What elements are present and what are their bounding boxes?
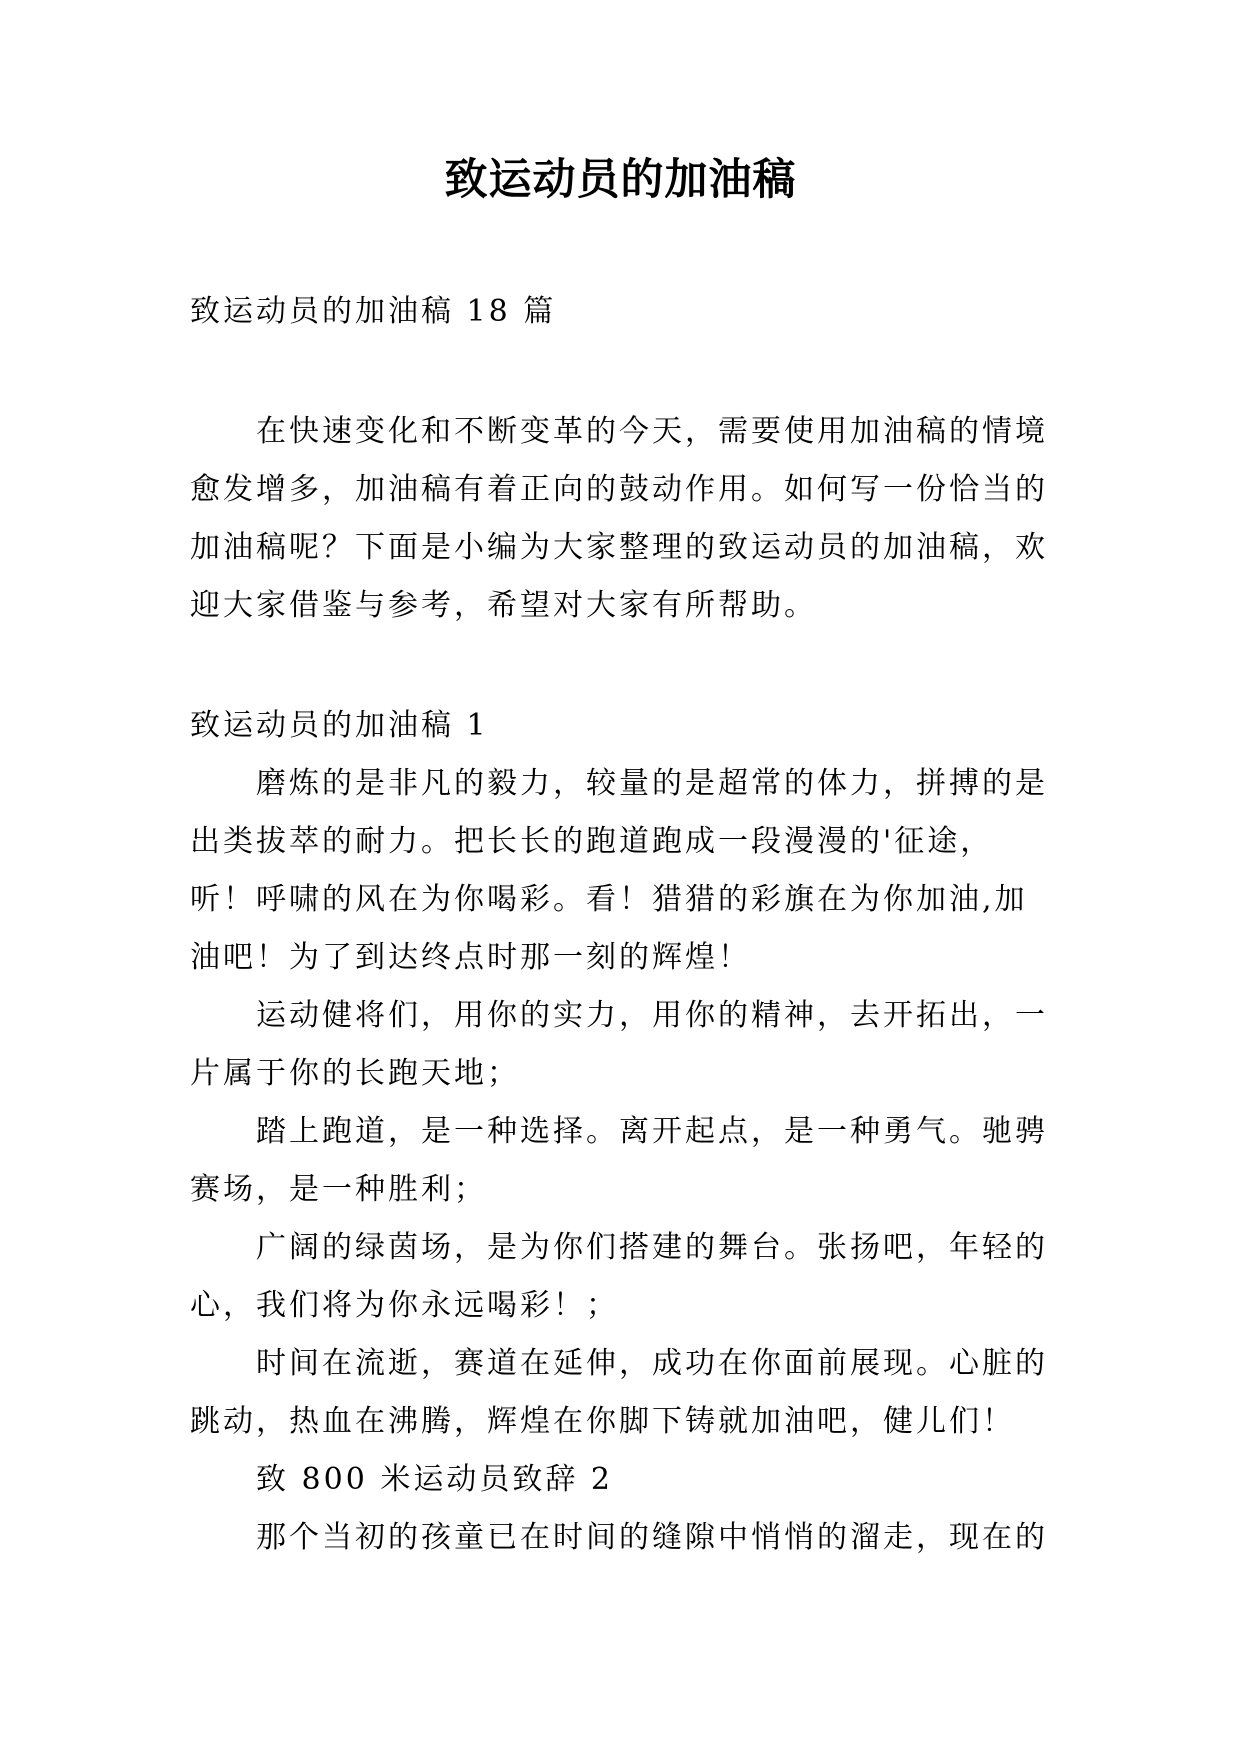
body-paragraph: 踏上跑道，是一种选择。离开起点，是一种勇气。驰骋赛场，是一种胜利； xyxy=(190,1114,1048,1207)
section-heading: 致运动员的加油稿 1 xyxy=(190,708,489,743)
document-title: 致运动员的加油稿 xyxy=(444,155,797,205)
body-paragraph: 运动健将们，用你的实力，用你的精神，去开拓出，一片属于你的长跑天地； xyxy=(190,998,1048,1091)
document-subtitle: 致运动员的加油稿 18 篇 xyxy=(190,294,557,329)
spacer xyxy=(190,341,1050,403)
document-body xyxy=(190,283,1050,1567)
intro-paragraph: 在快速变化和不断变革的今天，需要使用加油稿的情境愈发增多，加油稿有着正向的鼓动作用。如何写一份恰当的加油稿呢？下面是小编为大家整理的致运动员的加油稿，欢迎大家借鉴与参考，希望对大家有所帮助。 xyxy=(190,414,1048,623)
spacer xyxy=(190,635,1050,697)
body-paragraph: 那个当初的孩童已在时间的缝隙中悄悄的溜走，现在的 xyxy=(256,1520,1048,1555)
body-paragraph: 磨炼的是非凡的毅力，较量的是超常的体力，拼搏的是出类拔萃的耐力。把长长的跑道跑成一段漫漫的'征途，听！呼啸的风在为你喝彩。看！猎猎的彩旗在为你加油,加油吧！为了到达终点时那一刻的辉煌！ xyxy=(190,766,1048,975)
body-paragraph: 时间在流逝，赛道在延伸，成功在你面前展现。心脏的跳动，热血在沸腾，辉煌在你脚下铸就加油吧，健儿们！ xyxy=(190,1346,1048,1439)
sub-heading: 致 800 米运动员致辞 2 xyxy=(256,1462,613,1497)
body-paragraph: 广阔的绿茵场，是为你们搭建的舞台。张扬吧，年轻的心，我们将为你永远喝彩！； xyxy=(190,1230,1048,1323)
